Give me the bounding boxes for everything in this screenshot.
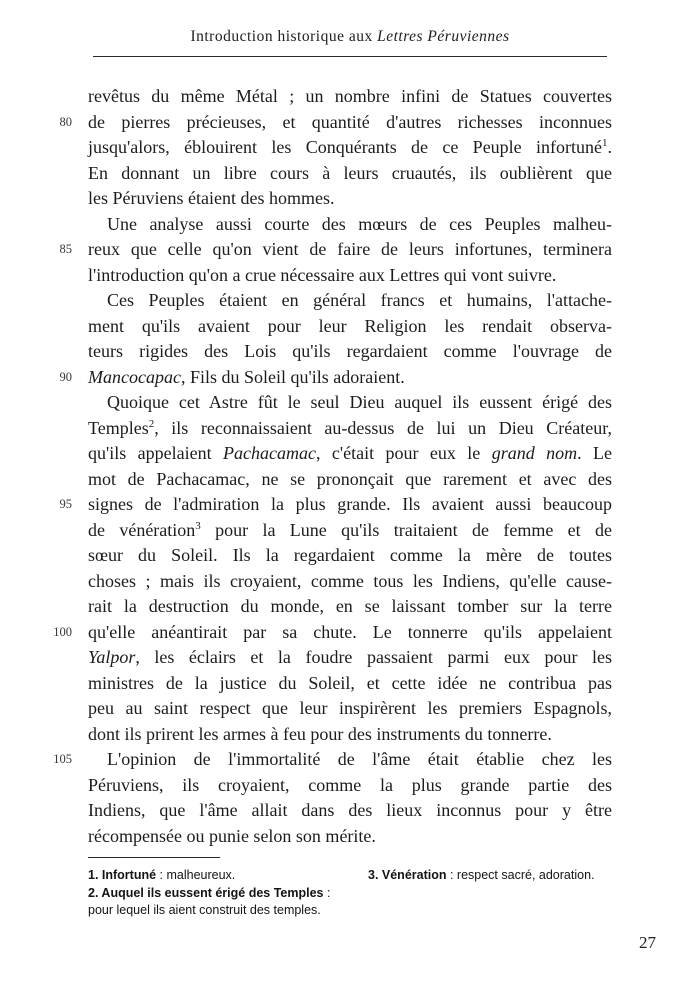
text-segment: Yalpor	[88, 647, 136, 667]
line-text	[88, 722, 612, 748]
footnote-line	[88, 885, 360, 903]
line-text	[88, 594, 612, 620]
text-line	[36, 747, 612, 773]
text-line	[36, 671, 612, 697]
text-segment: mot de Pachacamac, ne se prononçait que rarement et avec des	[88, 468, 612, 489]
text-segment: , les éclairs et la foudre passaient parmi eux pour les	[135, 647, 612, 667]
text-segment: Ces Peuples étaient en général francs et humains, l'attache-	[107, 290, 612, 310]
text-segment: ministres de la justice du Soleil, et cette idée ne contribua pas	[88, 672, 612, 693]
text-segment: : malheureux.	[156, 868, 236, 882]
text-segment: 3. Vénération	[368, 868, 447, 882]
text-line	[36, 237, 612, 263]
line-text	[88, 824, 612, 850]
text-line	[36, 543, 612, 569]
line-number	[36, 645, 72, 671]
line-text	[88, 620, 612, 646]
line-text	[88, 237, 612, 263]
line-number	[36, 467, 72, 493]
text-segment: revêtus du même Métal ; un nombre infini de Statues couvertes	[88, 86, 612, 106]
text-segment: jusqu'alors, éblouirent les Conquérants de ce Peuple infortuné	[88, 137, 602, 157]
line-number: 90	[59, 369, 72, 384]
line-text	[88, 263, 612, 289]
line-number	[36, 186, 72, 212]
text-segment: :	[323, 885, 331, 900]
text-line	[36, 441, 612, 467]
footnote-separator	[88, 857, 220, 858]
text-line	[36, 569, 612, 595]
line-text	[88, 365, 612, 391]
text-line	[36, 722, 612, 748]
line-number	[36, 671, 72, 697]
line-number	[36, 594, 72, 620]
footnote-line	[88, 867, 360, 885]
text-segment: ment qu'ils avaient pour leur Religion les rendait observa-	[88, 315, 612, 336]
text-line	[36, 263, 612, 289]
text-line	[36, 135, 612, 161]
text-segment: de vénération	[88, 519, 196, 540]
line-text	[88, 84, 612, 110]
line-number	[36, 518, 72, 544]
line-number: 85	[59, 242, 72, 256]
text-segment: Quoique cet Astre fût le seul Dieu auquel ils eussent érigé des	[107, 392, 612, 412]
footnotes	[88, 867, 640, 920]
text-line	[36, 110, 612, 136]
line-text	[88, 747, 612, 773]
line-number	[36, 339, 72, 365]
line-number	[36, 416, 72, 442]
text-segment: 1. Infortuné	[88, 868, 157, 882]
line-number: 95	[59, 497, 72, 511]
line-number	[36, 314, 72, 340]
line-text	[88, 569, 612, 595]
text-line	[36, 186, 612, 212]
text-segment: 2. Auquel ils eussent érigé des Temples	[88, 885, 324, 900]
text-line	[36, 416, 612, 442]
text-line	[36, 696, 612, 722]
text-segment: , Fils du Soleil qu'ils adoraient.	[180, 366, 405, 387]
running-header-title: Lettres Péruviennes	[377, 28, 510, 45]
line-number	[36, 390, 72, 416]
footnote-line	[88, 902, 360, 920]
text-segment: Mancocapac	[88, 366, 181, 387]
text-segment: Une analyse aussi courte des mœurs de ces Peuples malheu-	[107, 213, 612, 234]
line-number	[36, 212, 72, 238]
text-segment: signes de l'admiration la plus grande. Ils avaient aussi beaucoup	[88, 494, 612, 514]
text-line	[36, 492, 612, 518]
line-number	[36, 161, 72, 187]
line-number	[36, 441, 72, 467]
line-text	[88, 288, 612, 314]
line-text	[88, 671, 612, 697]
line-text	[88, 110, 612, 136]
text-line	[36, 620, 612, 646]
text-segment: . Le	[577, 443, 612, 463]
footnote-marker: 3	[195, 519, 201, 532]
footnotes-right-column	[368, 867, 640, 920]
text-segment: qu'elle anéantirait par sa chute. Le tonnerre qu'ils appelaient	[88, 621, 612, 642]
line-text	[88, 390, 612, 416]
line-number	[36, 773, 72, 799]
text-segment: pour la Lune qu'ils traitaient de femme et de	[200, 519, 612, 540]
text-segment: : respect sacré, adoration.	[446, 868, 595, 882]
line-number: 105	[53, 752, 72, 766]
text-line	[36, 467, 612, 493]
text-segment: Péruviens, ils croyaient, comme la plus grande partie des	[88, 774, 612, 795]
footnote-line	[368, 867, 640, 885]
text-line	[36, 390, 612, 416]
text-segment: l'introduction qu'on a crue nécessaire aux Lettres qui vont suivre.	[88, 264, 557, 285]
text-segment: récompensée ou punie selon son mérite.	[88, 825, 376, 846]
text-segment: pour lequel ils aient construit des temples.	[88, 903, 321, 917]
line-number	[36, 569, 72, 595]
text-segment: grand nom	[491, 443, 578, 463]
text-segment: Temples	[88, 417, 149, 438]
text-line	[36, 645, 612, 671]
text-line	[36, 773, 612, 799]
line-text	[88, 314, 612, 340]
text-segment: de pierres précieuses, et quantité d'autres richesses inconnues	[88, 111, 612, 132]
line-text	[88, 467, 612, 493]
line-number: 100	[53, 624, 72, 639]
header-rule	[93, 56, 607, 57]
line-number	[36, 288, 72, 314]
line-number	[36, 722, 72, 748]
text-segment: En donnant un libre cours à leurs cruautés, ils oublièrent que	[88, 162, 612, 183]
text-segment: dont ils prirent les armes à feu pour des instruments du tonnerre.	[88, 723, 552, 744]
text-segment: rait la destruction du monde, en se laissant tomber sur la terre	[88, 596, 612, 616]
line-text	[88, 773, 612, 799]
text-segment: Indiens, que l'âme allait dans des lieux inconnus pour y être	[88, 800, 612, 820]
text-line	[36, 518, 612, 544]
line-text	[88, 416, 612, 442]
text-segment: les Péruviens étaient des hommes.	[88, 188, 335, 208]
line-text	[88, 518, 612, 544]
text-segment: qu'ils appelaient	[88, 443, 224, 463]
text-segment: , c'était pour eux le	[315, 443, 492, 463]
text-block	[36, 84, 612, 849]
line-text	[88, 543, 612, 569]
text-segment: .	[607, 137, 612, 157]
line-text	[88, 696, 612, 722]
line-number	[36, 543, 72, 569]
line-number	[36, 824, 72, 850]
line-number	[36, 84, 72, 110]
text-line	[36, 161, 612, 187]
text-line	[36, 594, 612, 620]
text-line	[36, 798, 612, 824]
line-number	[36, 798, 72, 824]
text-segment: L'opinion de l'immortalité de l'âme était établie chez les	[107, 749, 612, 769]
footnote-marker: 1	[602, 137, 608, 149]
page-number: 27	[639, 933, 656, 952]
text-segment: peu au saint respect que leur inspirèrent les premiers Espagnols,	[88, 698, 612, 718]
running-header	[0, 28, 700, 46]
text-segment: sœur du Soleil. Ils la regardaient comme la mère de toutes	[88, 545, 612, 565]
text-segment: Pachacamac	[223, 443, 316, 463]
text-segment: , ils reconnaissaient au-dessus de lui un Dieu Créateur,	[154, 417, 612, 438]
text-line	[36, 824, 612, 850]
text-segment: choses ; mais ils croyaient, comme tous les Indiens, qu'elle cause-	[88, 570, 612, 591]
line-text	[88, 798, 612, 824]
line-text	[88, 339, 612, 365]
footnotes-left-column	[88, 867, 360, 920]
line-number	[36, 135, 72, 161]
text-line	[36, 339, 612, 365]
text-line	[36, 365, 612, 391]
line-text	[88, 212, 612, 238]
text-segment: teurs rigides des Lois qu'ils regardaient comme l'ouvrage de	[88, 341, 612, 361]
text-line	[36, 84, 612, 110]
running-header-prefix: Introduction historique aux	[190, 28, 378, 45]
line-number	[36, 263, 72, 289]
text-segment: reux que celle qu'on vient de faire de leurs infortunes, terminera	[88, 239, 612, 259]
line-text	[88, 135, 612, 161]
line-number	[36, 696, 72, 722]
text-line	[36, 288, 612, 314]
footnote-marker: 2	[148, 417, 155, 430]
line-text	[88, 645, 612, 671]
line-text	[88, 161, 612, 187]
text-line	[36, 212, 612, 238]
line-text	[88, 492, 612, 518]
text-line	[36, 314, 612, 340]
line-number: 80	[59, 114, 72, 129]
line-text	[88, 441, 612, 467]
line-text	[88, 186, 612, 212]
